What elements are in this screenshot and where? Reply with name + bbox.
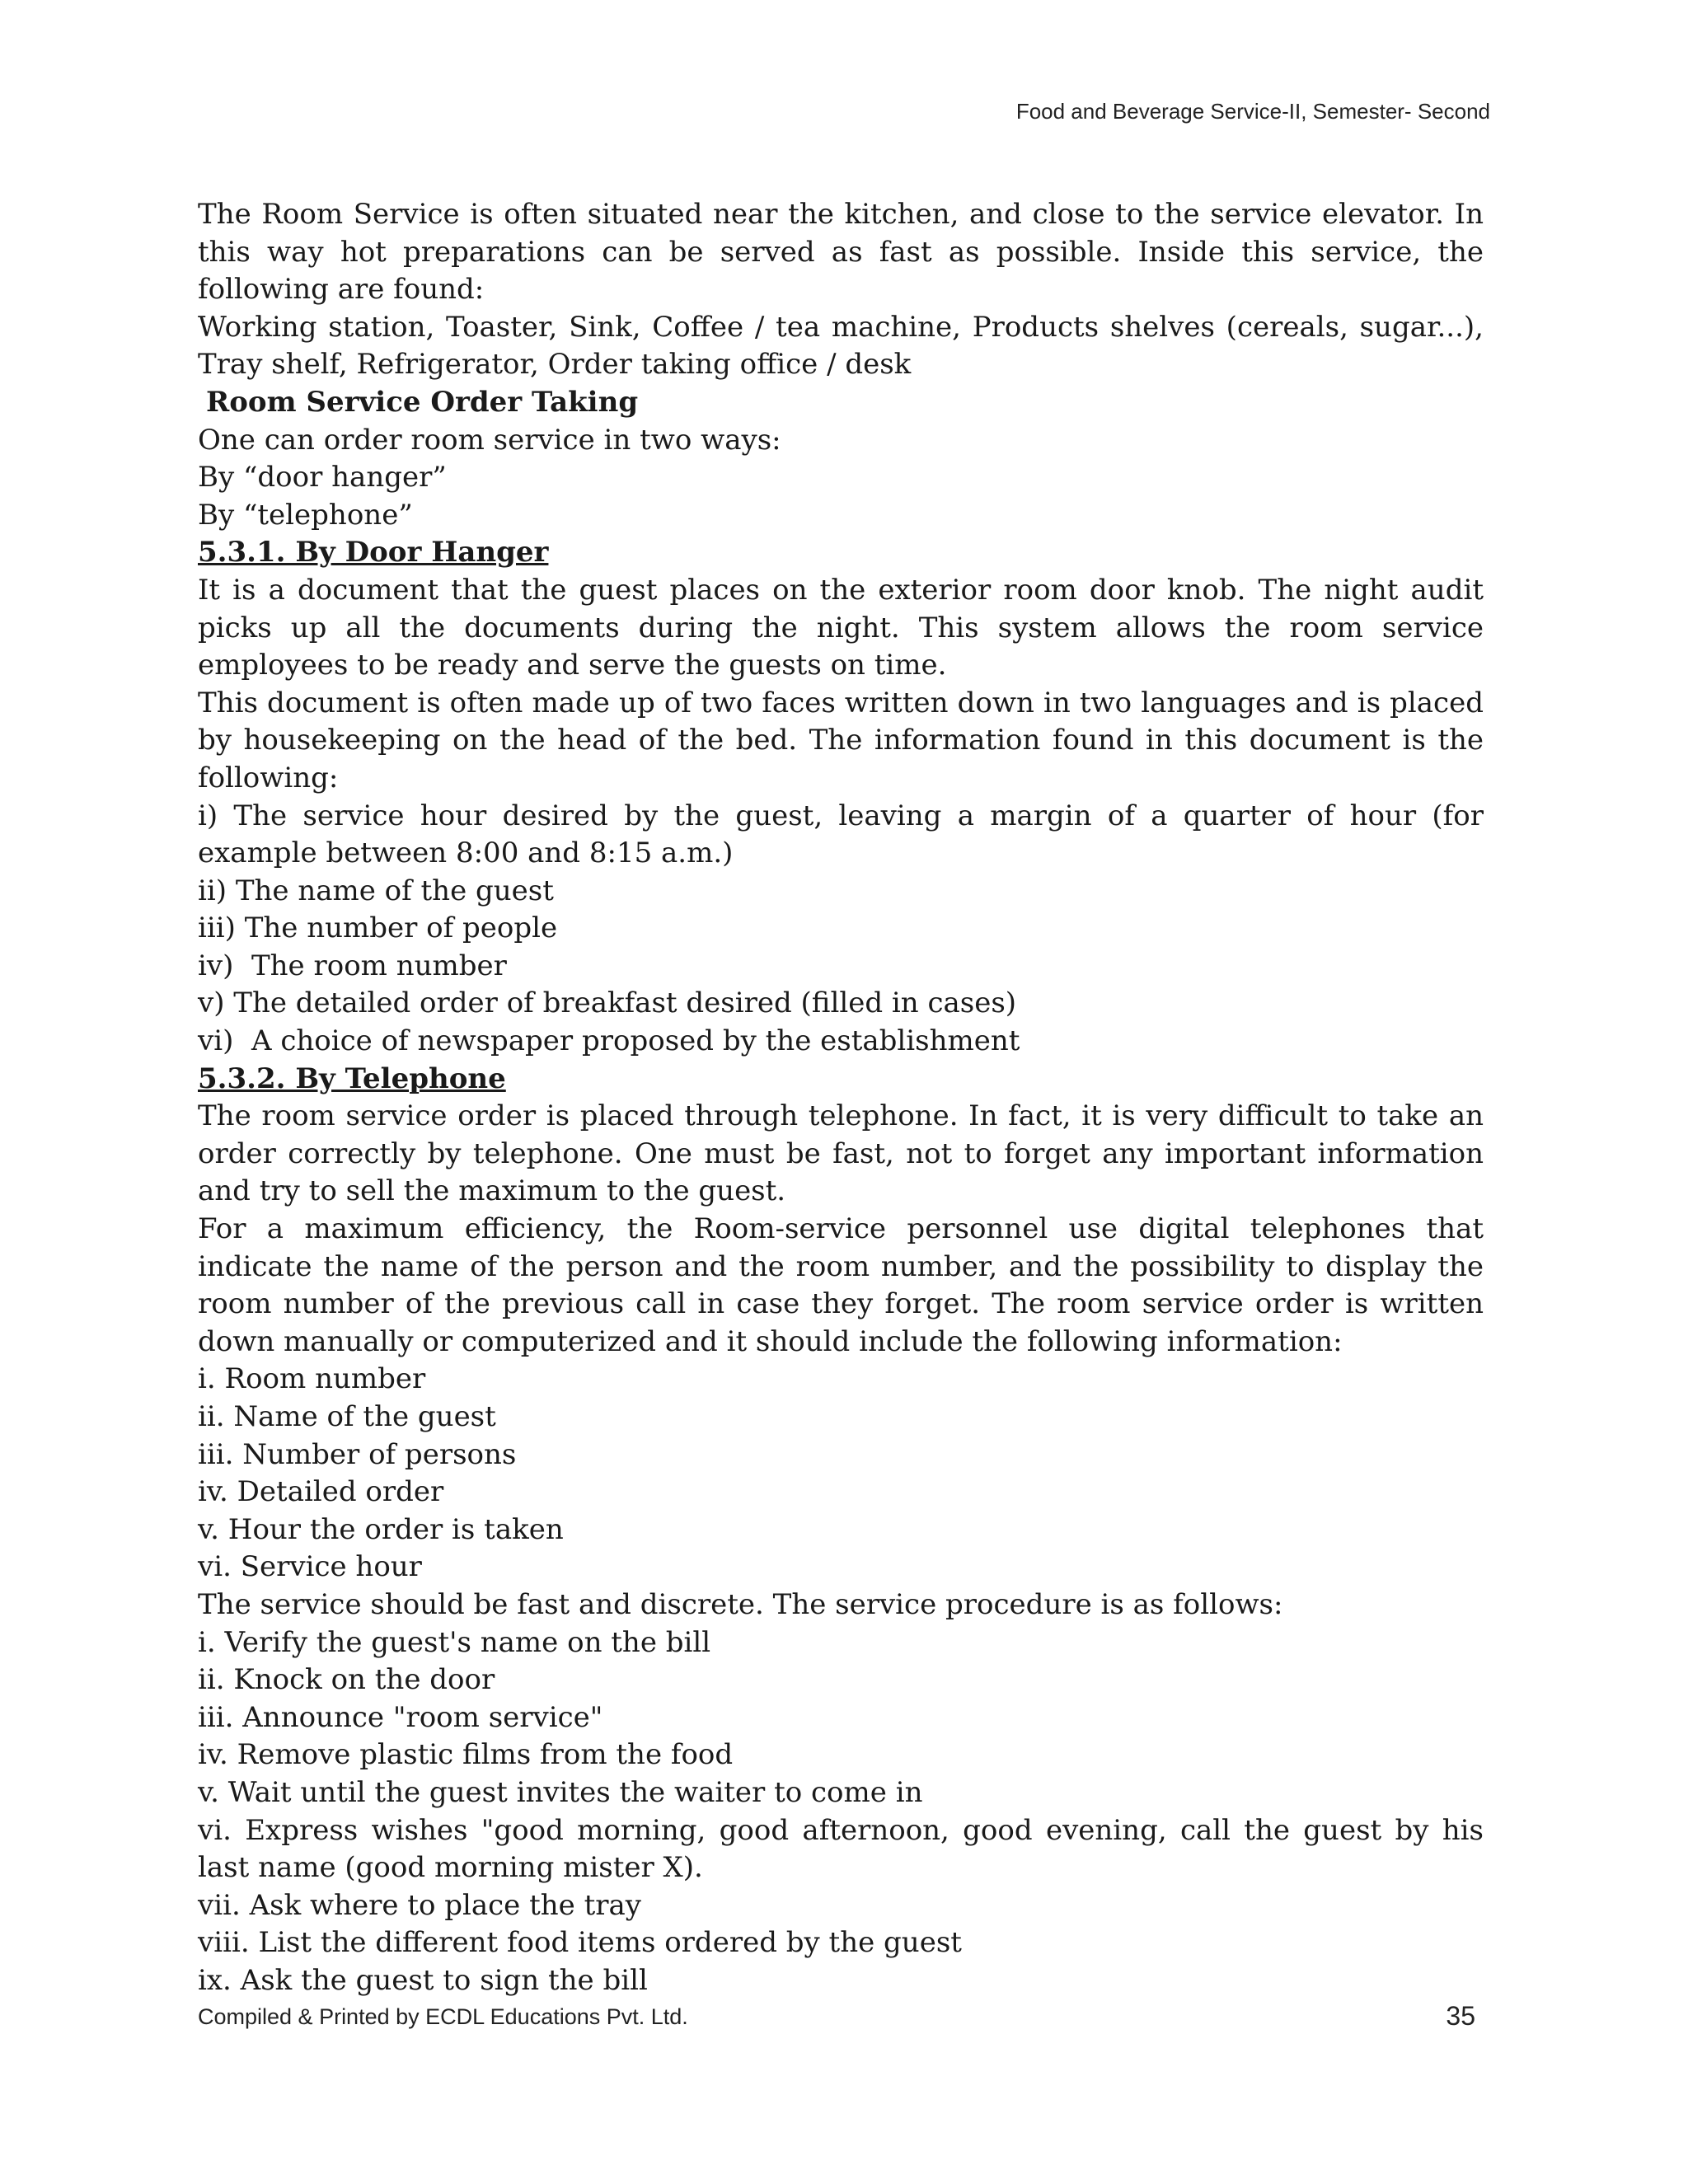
list-item: ix. Ask the guest to sign the bill xyxy=(198,1963,648,1997)
procedure-intro: The service should be fast and discrete. The service procedure is as follows: xyxy=(198,1587,1283,1621)
order-taking-heading: Room Service Order Taking xyxy=(206,385,639,419)
telephone-paragraph-1: The room service order is placed through telephone. In fact, it is very difficult to take an order correctly by telephone. One must be fast, not to forget any important information and try to sell the maximum to the guest. xyxy=(198,1099,1484,1208)
order-way-2: By “telephone” xyxy=(198,498,413,532)
page-body xyxy=(198,196,1484,2000)
list-item: v. Hour the order is taken xyxy=(198,1512,564,1546)
list-item: v) The detailed order of breakfast desired (filled in cases) xyxy=(198,987,1017,1020)
page-number: 35 xyxy=(1446,2001,1475,2031)
section-telephone-heading: 5.3.2. By Telephone xyxy=(198,1062,506,1095)
list-item: vi) A choice of newspaper proposed by the establishment xyxy=(198,1024,1020,1058)
running-header: Food and Beverage Service-II, Semester- Second xyxy=(1015,99,1490,124)
list-item: viii. List the different food items ordered by the guest xyxy=(198,1926,962,1960)
list-item: ii. Name of the guest xyxy=(198,1400,496,1433)
list-item: ii) The name of the guest xyxy=(198,874,554,907)
order-way-1: By “door hanger” xyxy=(198,461,447,494)
list-item: v. Wait until the guest invites the waiter to come in xyxy=(198,1775,923,1809)
list-item: iii. Number of persons xyxy=(198,1437,517,1471)
equipment-paragraph: Working station, Toaster, Sink, Coffee / tea machine, Products shelves (cereals, sugar...), Tray shelf, Refrigerator, Order taking office / desk xyxy=(198,310,1484,382)
list-item: iii. Announce "room service" xyxy=(198,1700,603,1734)
list-item: iv. Remove plastic films from the food xyxy=(198,1738,734,1772)
list-item: i) The service hour desired by the guest, leaving a margin of a quarter of hour (for example between 8:00 and 8:15 a.m.) xyxy=(198,799,1484,870)
telephone-paragraph-2: For a maximum efficiency, the Room-service personnel use digital telephones that indicate the name of the person and the room number, and the possibility to display the room number of the previous call in case they forget. The room service order is written down manually or computerized and it should include the following information: xyxy=(198,1212,1484,1358)
footer-publisher: Compiled & Printed by ECDL Educations Pvt. Ltd. xyxy=(198,2004,688,2029)
door-hanger-paragraph-2: This document is often made up of two faces written down in two languages and is placed by housekeeping on the head of the bed. The information found in this document is the following: xyxy=(198,686,1484,794)
section-door-hanger-heading: 5.3.1. By Door Hanger xyxy=(198,536,549,569)
list-item: vii. Ask where to place the tray xyxy=(198,1888,641,1922)
order-intro: One can order room service in two ways: xyxy=(198,423,781,457)
list-item: vi. Express wishes "good morning, good afternoon, good evening, call the guest by his last name (good morning mister X). xyxy=(198,1813,1484,1885)
list-item: iv. Detailed order xyxy=(198,1475,444,1509)
list-item: i. Verify the guest's name on the bill xyxy=(198,1625,711,1659)
list-item: iv) The room number xyxy=(198,949,507,982)
door-hanger-paragraph-1: It is a document that the guest places on the exterior room door knob. The night audit picks up all the documents during the night. This system allows the room service employees to be ready and serve the guests on time. xyxy=(198,573,1484,682)
list-item: iii) The number of people xyxy=(198,912,558,945)
list-item: i. Room number xyxy=(198,1362,426,1396)
list-item: vi. Service hour xyxy=(198,1550,422,1584)
list-item: ii. Knock on the door xyxy=(198,1663,495,1697)
intro-paragraph: The Room Service is often situated near the kitchen, and close to the service elevator. In this way hot preparations can be served as fast as possible. Inside this service, the following are found: xyxy=(198,198,1484,307)
